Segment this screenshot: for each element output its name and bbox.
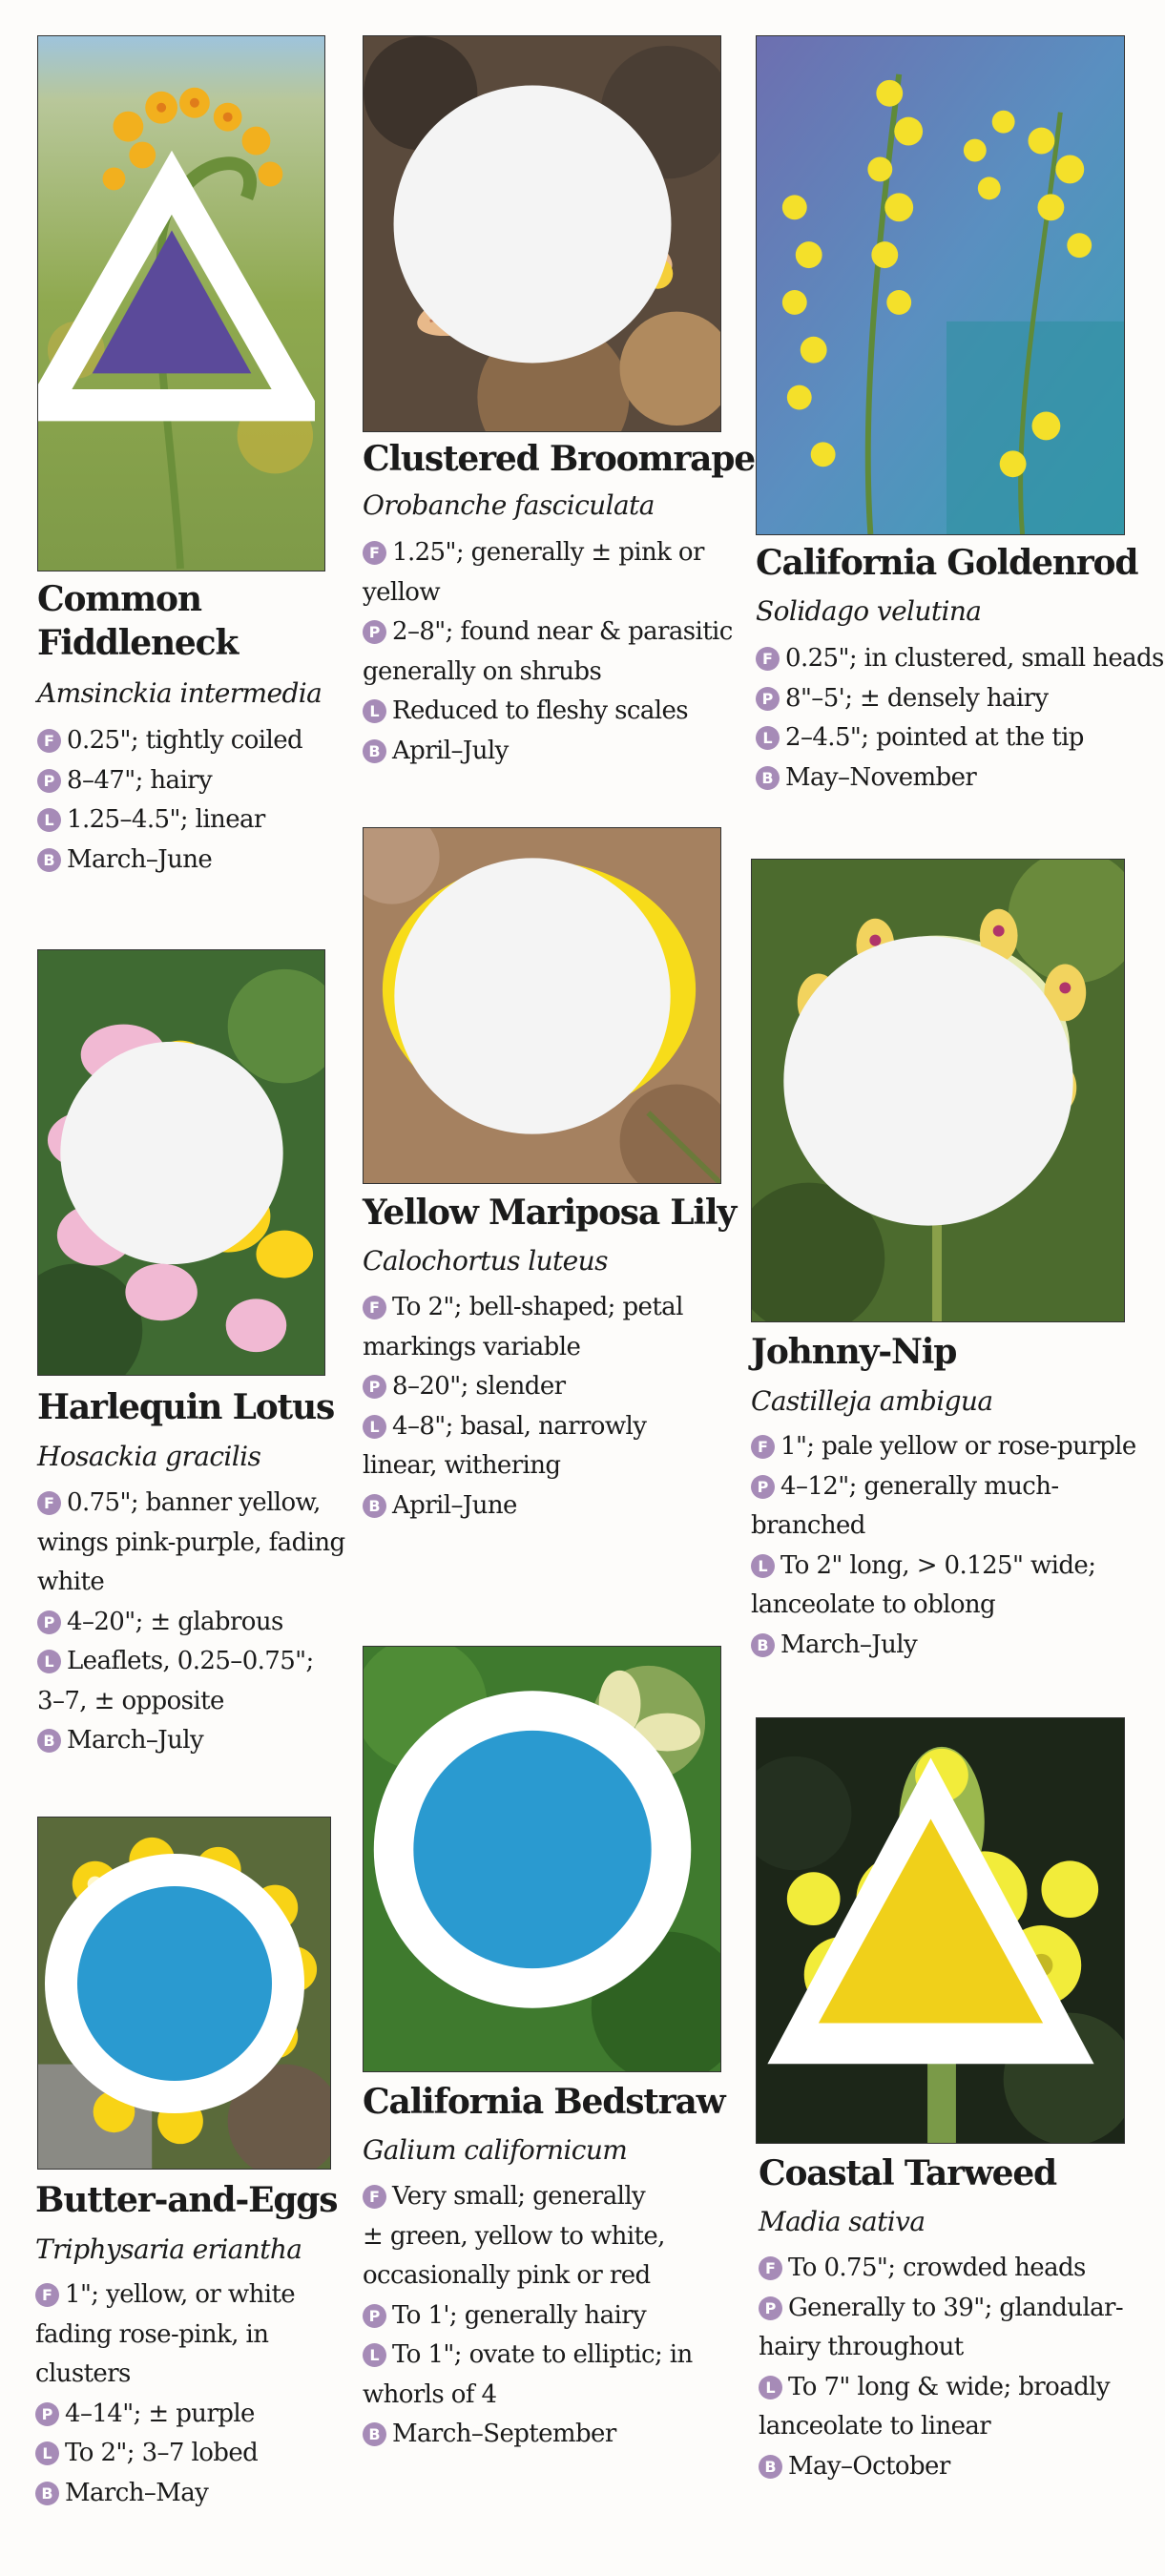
fact-flower: F 0.25"; tightly coiled bbox=[37, 721, 302, 761]
species-scientific-name: Galium californicum bbox=[363, 2134, 628, 2166]
fact-plant: P To 1'; generally hairy bbox=[363, 2296, 693, 2337]
leaf-badge-icon: L bbox=[35, 2441, 59, 2465]
fact-leaf: L To 2"; 3–7 lobed bbox=[35, 2434, 295, 2474]
fact-leaf: L To 1"; ovate to elliptic; in bbox=[363, 2336, 693, 2376]
bloom-badge-icon: B bbox=[37, 1729, 61, 1753]
species-facts bbox=[35, 2275, 295, 2513]
fact-leaf: L To 2" long, > 0.125" wide; bbox=[751, 1547, 1136, 1587]
plant-badge-icon: P bbox=[35, 2402, 59, 2426]
flower-badge-icon: F bbox=[363, 541, 386, 565]
fact-continuation: ± green, yellow to white, bbox=[363, 2221, 665, 2251]
species-common-name: Johnny-Nip bbox=[751, 1332, 957, 1372]
species-scientific-name: Calochortus luteus bbox=[363, 1245, 608, 1277]
species-facts bbox=[363, 1288, 683, 1526]
species-facts bbox=[363, 533, 733, 771]
bloom-badge-icon: B bbox=[37, 848, 61, 872]
fact-continuation: whorls of 4 bbox=[363, 2379, 497, 2409]
blue-dot-icon bbox=[363, 1646, 711, 2062]
species-scientific-name: Madia sativa bbox=[759, 2206, 926, 2237]
fact-plant: P Generally to 39"; glandular- bbox=[759, 2289, 1123, 2329]
fact-continuation: clusters bbox=[35, 2359, 131, 2388]
fact-continuation: hairy throughout bbox=[759, 2333, 964, 2361]
plant-badge-icon: P bbox=[751, 1475, 775, 1499]
fact-leaf: L 4–8"; basal, narrowly bbox=[363, 1407, 683, 1447]
species-scientific-name: Solidago velutina bbox=[756, 595, 982, 627]
fact-bloom: B March–May bbox=[35, 2474, 295, 2514]
bloom-badge-icon: B bbox=[751, 1633, 775, 1657]
species-facts bbox=[756, 639, 1164, 798]
white-dot-icon bbox=[37, 949, 315, 1365]
fact-flower: F To 0.75"; crowded heads bbox=[759, 2249, 1123, 2289]
bloom-badge-icon: B bbox=[35, 2482, 59, 2505]
triangle-outline-icon bbox=[37, 35, 315, 561]
fact-bloom: B March–July bbox=[37, 1721, 345, 1761]
bloom-badge-icon: B bbox=[759, 2455, 782, 2479]
fact-plant: P 8"–5'; ± densely hairy bbox=[756, 679, 1164, 719]
fact-continuation: branched bbox=[751, 1511, 865, 1540]
flower-badge-icon: F bbox=[756, 647, 780, 671]
species-facts bbox=[751, 1427, 1136, 1665]
leaf-badge-icon: L bbox=[363, 1415, 386, 1439]
leaf-badge-icon: L bbox=[37, 808, 61, 832]
fact-flower: F 0.25"; in clustered, small heads bbox=[756, 639, 1164, 679]
leaf-badge-icon: L bbox=[751, 1554, 775, 1578]
fact-flower: F To 2"; bell-shaped; petal bbox=[363, 1288, 683, 1328]
species-common-name: Clustered Broomrape bbox=[363, 439, 755, 479]
goldenrod-photo bbox=[756, 35, 1125, 535]
fact-continuation: generally on shrubs bbox=[363, 656, 602, 686]
harlequin-photo bbox=[37, 949, 325, 1376]
fact-bloom: B April–June bbox=[363, 1486, 683, 1527]
flower-badge-icon: F bbox=[751, 1435, 775, 1459]
fact-flower: F 1"; yellow, or white bbox=[35, 2275, 295, 2316]
species-common-name: Common Fiddleneck bbox=[37, 579, 239, 663]
leaf-badge-icon: L bbox=[37, 1650, 61, 1673]
species-scientific-name: Orobanche fasciculata bbox=[363, 489, 655, 521]
bloom-badge-icon: B bbox=[363, 2422, 386, 2446]
fact-leaf: L Reduced to fleshy scales bbox=[363, 692, 733, 732]
species-common-name: California Bedstraw bbox=[363, 2082, 725, 2122]
fact-leaf: L Leaflets, 0.25–0.75"; bbox=[37, 1642, 345, 1682]
fact-plant: P 8–20"; slender bbox=[363, 1367, 683, 1407]
fact-flower: F 1.25"; generally ± pink or bbox=[363, 533, 733, 573]
fact-flower: F 1"; pale yellow or rose-purple bbox=[751, 1427, 1136, 1467]
white-dot-icon bbox=[363, 827, 711, 1174]
flower-badge-icon: F bbox=[37, 1491, 61, 1515]
white-dot-icon bbox=[363, 35, 711, 422]
fact-plant: P 4–14"; ± purple bbox=[35, 2395, 295, 2435]
fact-plant: P 4–12"; generally much- bbox=[751, 1467, 1136, 1507]
species-facts bbox=[37, 721, 302, 880]
fact-bloom: B April–July bbox=[363, 732, 733, 772]
leaf-badge-icon: L bbox=[363, 699, 386, 723]
tarweed-photo bbox=[756, 1717, 1125, 2144]
species-common-name: Harlequin Lotus bbox=[37, 1387, 335, 1427]
mariposa-photo bbox=[363, 827, 721, 1184]
species-scientific-name: Castilleja ambigua bbox=[751, 1385, 993, 1417]
broomrape-photo bbox=[363, 35, 721, 432]
flower-badge-icon: F bbox=[37, 729, 61, 753]
species-facts bbox=[759, 2249, 1123, 2486]
fact-continuation: linear, withering bbox=[363, 1451, 561, 1480]
fact-continuation: lanceolate to linear bbox=[759, 2412, 991, 2441]
bloom-badge-icon: B bbox=[756, 766, 780, 790]
species-common-name: Yellow Mariposa Lily bbox=[363, 1193, 737, 1233]
species-common-name: Coastal Tarweed bbox=[759, 2153, 1057, 2193]
fact-leaf: L 2–4.5"; pointed at the tip bbox=[756, 718, 1164, 758]
fact-plant: P 8–47"; hairy bbox=[37, 761, 302, 801]
plant-badge-icon: P bbox=[37, 1610, 61, 1634]
fact-bloom: B May–October bbox=[759, 2447, 1123, 2487]
blue-dot-icon bbox=[37, 1817, 321, 2159]
fact-bloom: B March–July bbox=[751, 1626, 1136, 1666]
fact-continuation: 3–7, ± opposite bbox=[37, 1686, 224, 1715]
plant-badge-icon: P bbox=[37, 769, 61, 793]
yellow-triangle-icon bbox=[756, 1717, 1114, 2133]
species-scientific-name: Hosackia gracilis bbox=[37, 1441, 261, 1472]
bedstraw-photo bbox=[363, 1646, 721, 2072]
species-scientific-name: Triphysaria eriantha bbox=[35, 2233, 302, 2265]
buttereggs-photo bbox=[37, 1817, 331, 2170]
fact-bloom: B March–June bbox=[37, 841, 302, 881]
fact-bloom: B March–September bbox=[363, 2415, 693, 2455]
plant-badge-icon: P bbox=[363, 620, 386, 644]
bloom-badge-icon: B bbox=[363, 739, 386, 763]
flower-badge-icon: F bbox=[363, 1296, 386, 1319]
flower-badge-icon: F bbox=[759, 2256, 782, 2280]
fact-continuation: wings pink-purple, fading bbox=[37, 1527, 345, 1557]
fact-flower: F Very small; generally bbox=[363, 2177, 693, 2217]
species-common-name: California Goldenrod bbox=[756, 543, 1138, 583]
plant-badge-icon: P bbox=[756, 687, 780, 711]
fact-plant: P 2–8"; found near & parasitic bbox=[363, 613, 733, 653]
bloom-badge-icon: B bbox=[363, 1494, 386, 1518]
flower-badge-icon: F bbox=[363, 2185, 386, 2209]
species-common-name: Butter-and-Eggs bbox=[35, 2180, 338, 2220]
species-scientific-name: Amsinckia intermedia bbox=[37, 677, 322, 709]
plant-badge-icon: P bbox=[759, 2296, 782, 2320]
species-facts bbox=[363, 2177, 693, 2455]
fact-continuation: fading rose-pink, in bbox=[35, 2319, 269, 2349]
flower-badge-icon: F bbox=[35, 2283, 59, 2307]
fact-continuation: markings variable bbox=[363, 1332, 581, 1361]
fact-plant: P 4–20"; ± glabrous bbox=[37, 1603, 345, 1643]
fact-flower: F 0.75"; banner yellow, bbox=[37, 1484, 345, 1524]
leaf-badge-icon: L bbox=[756, 726, 780, 750]
white-dot-icon bbox=[751, 859, 1114, 1312]
fiddleneck-photo bbox=[37, 35, 325, 571]
plant-badge-icon: P bbox=[363, 2304, 386, 2328]
leaf-badge-icon: L bbox=[759, 2376, 782, 2399]
leaf-badge-icon: L bbox=[363, 2343, 386, 2367]
fact-bloom: B May–November bbox=[756, 758, 1164, 799]
fact-continuation: yellow bbox=[363, 577, 441, 607]
plant-badge-icon: P bbox=[363, 1375, 386, 1399]
fact-leaf: L 1.25–4.5"; linear bbox=[37, 800, 302, 841]
fact-continuation: white bbox=[37, 1568, 105, 1596]
species-facts bbox=[37, 1484, 345, 1761]
fact-continuation: occasionally pink or red bbox=[363, 2261, 651, 2290]
johnnynip-photo bbox=[751, 859, 1125, 1322]
fact-leaf: L To 7" long & wide; broadly bbox=[759, 2368, 1123, 2408]
fact-continuation: lanceolate to oblong bbox=[751, 1590, 996, 1619]
